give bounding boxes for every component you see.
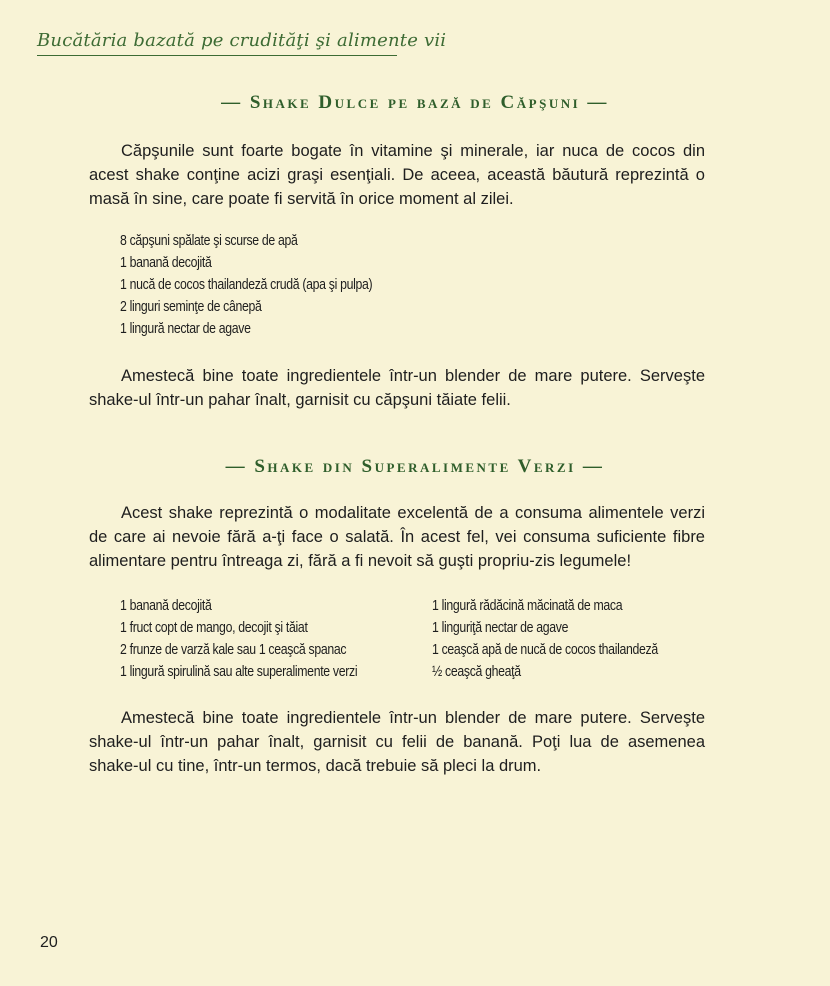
recipe-1-intro: Căpşunile sunt foarte bogate în vitamine şi minerale, iar nuca de cocos din acest shake conţine acizi graşi esenţiali. De aceea, această băutură reprezintă o masă în sine, care poate fi servită în orice moment al zilei. [89,142,705,208]
page-number: 20 [40,934,58,951]
recipe-2-intro: Acest shake reprezintă o modalitate excelentă de a consuma alimentele verzi de care ai nevoie fără a-ţi face o salată. În acest fel, vei consuma suficiente fibre alimentare pentru întreaga zi, fără a fi nevoit să guşti propriu-zis legumele! [89,504,705,570]
ingredient-item: 1 fruct copt de mango, decojit şi tăiat [120,619,308,636]
recipe-1-title: — Shake Dulce pe bază de Căpşuni — [221,92,609,113]
ingredient-item: 1 nucă de cocos thailandeză crudă (apa şi pulpa) [120,276,373,293]
header-rule [37,55,397,56]
ingredient-item: 2 linguri seminţe de cânepă [120,298,262,315]
ingredient-item: 1 linguriţă nectar de agave [432,619,569,636]
ingredient-item: ½ ceaşcă gheaţă [432,663,521,680]
running-header: Bucătăria bazată pe crudităţi şi alimente vii [37,30,447,51]
recipe-1-ingredients [120,230,372,340]
ingredient-item: 1 banană decojită [120,597,212,614]
recipe-1-instructions: Amestecă bine toate ingredientele într-un blender de mare putere. Serveşte shake-ul într-un pahar înalt, garnisit cu căpşuni tăiate felii. [89,367,705,409]
ingredient-item: 1 lingură rădăcină măcinată de maca [432,597,623,614]
recipe-2-ingredients-right [432,595,658,683]
ingredient-item: 8 căpşuni spălate şi scurse de apă [120,232,298,249]
recipe-2-title: — Shake din Superalimente Verzi — [225,456,605,477]
ingredient-item: 2 frunze de varză kale sau 1 ceaşcă spanac [120,641,347,658]
recipe-2-instructions: Amestecă bine toate ingredientele într-un blender de mare putere. Serveşte shake-ul într-un pahar înalt, garnisit cu felii de banană. Poţi lua de asemenea shake-ul cu tine, într-un termos, dacă trebuie să pleci la drum. [89,709,705,775]
ingredient-item: 1 ceaşcă apă de nucă de cocos thailandeză [432,641,658,658]
ingredient-item: 1 lingură nectar de agave [120,320,251,337]
ingredient-item: 1 banană decojită [120,254,212,271]
recipe-2-ingredients-left [120,595,357,683]
ingredient-item: 1 lingură spirulină sau alte superalimente verzi [120,663,358,680]
